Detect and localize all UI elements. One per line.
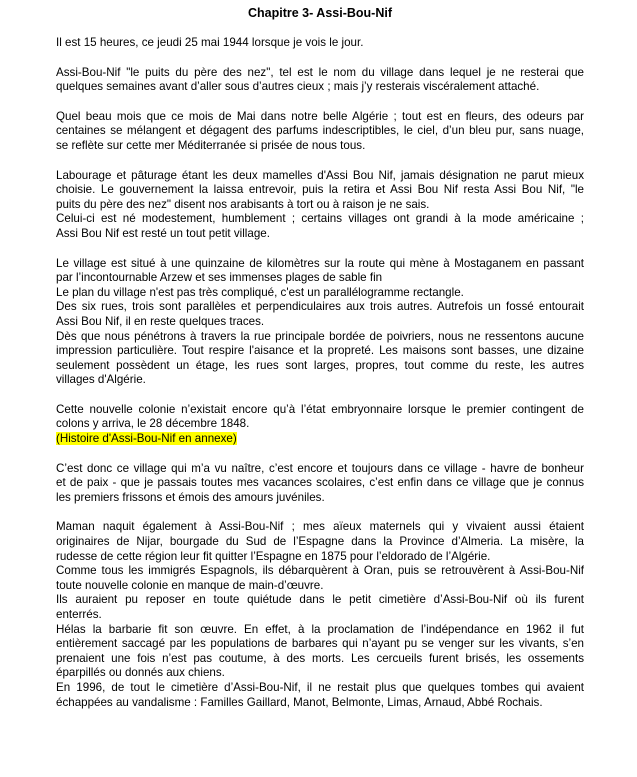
text-line: Comme tous les immigrés Espagnols, ils débarquèrent à Oran, puis se retrouvèrent à Assi-Bou-Nif [56,564,584,578]
paragraph-colony [56,403,584,447]
text-line: choisie. Le gouvernement la laissa entrevoir, puis la retira et Assi Bou Nif resta Assi Bou Nif, "le [56,183,584,197]
text-line: Hélas la barbarie fit son œuvre. En effet, à la proclamation de l’indépendance en 1962 il fut [56,622,584,636]
text-line: Assi Bou Nif, il en reste quelques traces. [56,314,265,328]
text-line: Il est 15 heures, ce jeudi 25 mai 1944 lorsque je vois le jour. [56,36,364,49]
highlight-line [56,432,584,447]
paragraph-labourage [56,169,584,242]
paragraph-may [56,110,584,154]
text-line: prenaient une fois n’est pas coutume, à des morts. Les cercueils furent brisés, les ossements [56,651,584,665]
text-line: Le plan du village n'est pas très compliqué, c'est un parallélogramme rectangle. [56,285,464,299]
text-line: et de paix - que je passais toutes mes vacances scolaires, c’est enfin dans ce village que je connus [56,476,584,490]
paragraph-village-description [56,257,584,388]
text-line: Dès que nous pénétrons à travers la rue principale bordée de poivriers, nous ne ressentons aucune [56,329,584,343]
text-line: originaires de Nijar, bourgade du Sud de l’Espagne dans la Province d’Almeria. La misère, la [56,535,584,549]
text-line: Celui-ci est né modestement, humblement ; certains villages ont grandi à la mode américaine ; [56,212,584,226]
text-line: échappées au vandalisme : Familles Gaillard, Manot, Belmonte, Limas, Arnaud, Abbé Rochais. [56,695,543,709]
text-line: seulement possèdent un étage, les rues sont larges, propres, tout comme du reste, les autres [56,358,584,372]
text-line: Ils auraient pu reposer en toute quiétude dans le petit cimetière d’Assi-Bou-Nif où ils furent [56,593,584,607]
text-line: Assi Bou Nif est resté un tout petit village. [56,226,270,240]
text-line: colons y arriva, le 28 décembre 1848. [56,417,250,431]
text-line: se reflète sur cette mer Méditerranée si prisée de nous tous. [56,138,366,152]
text-line: quelques semaines avant d’aller sous d’autres cieux ; mais j’y resterais viscéralement attaché. [56,80,540,94]
paragraph-childhood [56,462,584,506]
text-line: Cette nouvelle colonie n’existait encore qu’à l’état embryonnaire lorsque le premier contingent de [56,402,584,416]
paragraph-ancestors [56,520,584,710]
text-line: enterrés. [56,608,102,621]
text-line: rudesse de cette région leur fit quitter l’Espagne en 1875 pour l’eldorado de l’Algérie. [56,549,491,563]
text-line: Quel beau mois que ce mois de Mai dans notre belle Algérie ; tout est en fleurs, des odeurs par [56,109,584,123]
text-line: Assi-Bou-Nif "le puits du père des nez", tel est le nom du village dans lequel je ne resterai que [56,65,584,79]
text-line: Labourage et pâturage étant les deux mamelles d'Assi Bou Nif, jamais désignation ne parut mieux [56,168,584,182]
text-line: par l’incontournable Arzew et ses immenses plages de sable fin [56,271,383,285]
text-line: villages d'Algérie. [56,373,146,387]
text-line: Des six rues, trois sont parallèles et perpendiculaires aux trois autres. Autrefois un fossé entourait [56,300,584,314]
text-line: En 1996, de tout le cimetière d’Assi-Bou-Nif, il ne restait plus que quelques tombes qui avaient [56,680,584,694]
text-line: éparpillés ou donnés aux chiens. [56,666,225,680]
text-line: impression particulière. Tout respire l'aisance et la propreté. Les maisons sont basses, une dizaine [56,344,584,358]
highlighted-annex-note: (Histoire d'Assi-Bou-Nif en annexe) [56,432,237,446]
text-line: C’est donc ce village qui m’a vu naître, c’est encore et toujours dans ce village - havre de bonheur [56,461,584,475]
paragraph-birth [56,36,584,51]
text-line: Le village est situé à une quinzaine de kilomètres sur la route qui mène à Mostaganem en passant [56,256,584,270]
paragraph-village-name [56,66,584,95]
text-line: entièrement saccagé par les populations de barbares qui n’ayant pu se venger sur les vivants, s’en [56,637,584,651]
text-line: toute nouvelle colonie en manque de main-d’œuvre. [56,578,324,592]
text-line: les premiers frissons et émois des amours juvéniles. [56,490,325,504]
text-line: centaines se mélangent et dégagent des parfums indescriptibles, le ciel, d’un bleu pur, sans nuage, [56,124,584,138]
chapter-title: Chapitre 3- Assi-Bou-Nif [248,6,392,20]
document-page [56,6,584,725]
text-line: Maman naquit également à Assi-Bou-Nif ; mes aïeux maternels qui y vivaient aussi étaient [56,520,584,534]
text-line: puits du père des nez" disent nos arabisants à tort ou à raison je ne sais. [56,197,430,211]
